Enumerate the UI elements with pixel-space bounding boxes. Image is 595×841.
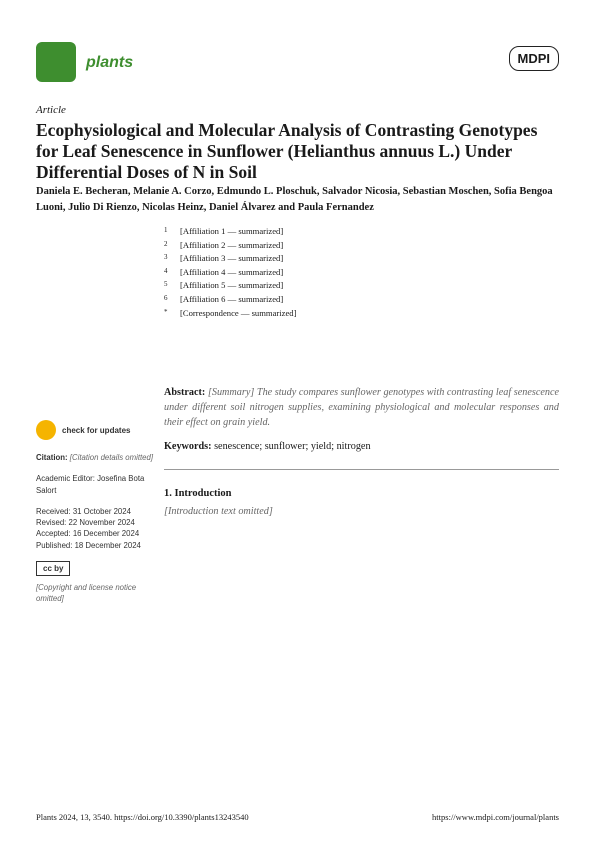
- abstract: Abstract: [Summary] The study compares sunflower genotypes with contrasting leaf senescence under different soil nitrogen supplies, examining physiological and molecular responses and their effect on grain yield.: [164, 387, 560, 428]
- affiliation: 6 [Affiliation 6 — summarized]: [164, 293, 284, 304]
- check-updates-icon: [36, 420, 56, 440]
- author-list: Daniela E. Becheran, Melanie A. Corzo, Edmundo L. Ploschuk, Salvador Nicosia, Sebastian Moschen, Sofia Bengoa Luoni, Julio Di Rienzo, Nicolas Heinz, Daniel Álvarez and Paula Fernandez: [36, 186, 553, 213]
- received-date: Received: 31 October 2024: [36, 506, 131, 516]
- article-sidebar: [36, 420, 154, 605]
- academic-editor: Academic Editor: Josefina Bota Salort: [36, 474, 145, 495]
- section-heading: 1. Introduction: [164, 488, 232, 500]
- introduction-body: [Introduction text omitted]: [164, 506, 273, 518]
- journal-logo-icon: [36, 42, 76, 82]
- correspondence: * [Correspondence — summarized]: [164, 307, 297, 318]
- cc-by-license-icon[interactable]: cc by: [36, 561, 70, 576]
- publisher-logo: MDPI: [509, 46, 560, 71]
- affiliation: 4 [Affiliation 4 — summarized]: [164, 266, 284, 277]
- revised-date: Revised: 22 November 2024: [36, 518, 135, 528]
- page-footer: [36, 812, 559, 822]
- affiliation: 2 [Affiliation 2 — summarized]: [164, 239, 284, 250]
- affiliation: 5 [Affiliation 5 — summarized]: [164, 280, 284, 291]
- journal-url-link[interactable]: https://www.mdpi.com/journal/plants: [432, 812, 559, 822]
- copyright-notice: [Copyright and license notice omitted]: [36, 583, 137, 604]
- keywords: Keywords: senescence; sunflower; yield; nitrogen: [164, 441, 371, 453]
- journal-header: [36, 42, 559, 96]
- citation-block: Citation: [Citation details omitted]: [36, 453, 154, 462]
- accepted-date: Accepted: 16 December 2024: [36, 529, 140, 539]
- published-date: Published: 18 December 2024: [36, 540, 141, 550]
- footer-citation: Plants 2024, 13, 3540. https://doi.org/10.3390/plants13243540: [36, 812, 249, 822]
- check-updates-badge[interactable]: check for updates: [36, 420, 154, 440]
- journal-name: plants: [86, 54, 134, 71]
- affiliations: [164, 226, 559, 321]
- affiliation: 1 [Affiliation 1 — summarized]: [164, 226, 284, 236]
- main-column: [164, 386, 559, 520]
- divider: [164, 469, 559, 470]
- affiliation: 3 [Affiliation 3 — summarized]: [164, 253, 284, 264]
- paper-title: Ecophysiological and Molecular Analysis of Contrasting Genotypes for Leaf Senescence in Sunflower (Helianthus annuus L.) Under Differential Doses of N in Soil: [36, 120, 538, 182]
- article-type: Article: [36, 104, 66, 116]
